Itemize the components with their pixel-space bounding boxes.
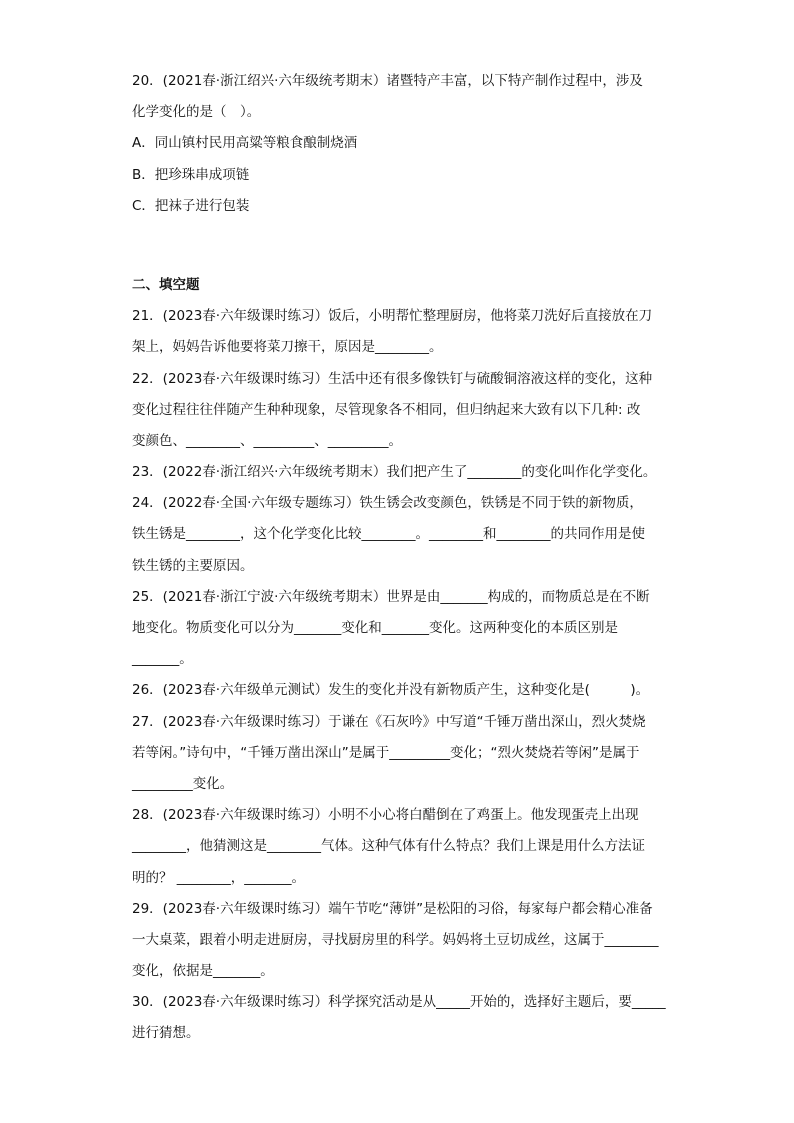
question-26 (132, 675, 664, 706)
question-29-line-3: 变化，依据是_______。 (132, 963, 274, 980)
question-22-line-3: 变颜色、________、_________、_________。 (132, 432, 402, 449)
question-22-line-2: 变化过程往往伴随产生种种现象，尽管现象各不相同，但归纳起来大致有以下几种: 改 (132, 401, 641, 418)
question-29-line-1: 29．(2023春·六年级课时练习）端午节吃“薄饼”是松阳的习俗，每家每户都会精心准备 (132, 900, 653, 917)
question-28-line-3: 明的？ ________，_______。 (132, 869, 306, 886)
question-25-line-1: 25．(2021春·浙江宁波·六年级统考期末）世界是由_______构成的，而物质总是在不断 (132, 588, 650, 605)
question-25-line-2: 地变化。物质变化可以分为_______变化和_______变化。这两种变化的本质区别是 (132, 620, 618, 636)
question-20-line-1: 20．(2021春·浙江绍兴·六年级统考期末）诸暨特产丰富，以下特产制作过程中，涉及 (132, 73, 643, 89)
question-27-line-2: 若等闲。”诗句中，“千锤万凿出深山”是属于_________变化；“烈火焚烧若等闲”是属于 (132, 744, 640, 761)
question-21-line-1: 21．(2023春·六年级课时练习）饭后，小明帮忙整理厨房，他将菜刀洗好后直接放在刀 (132, 308, 653, 325)
question-26-line-1: 26．(2023春·六年级单元测试）发生的变化并没有新物质产生，这种变化是( )。 (132, 682, 650, 699)
question-28-line-2: ________，他猜测这是________气体。这种气体有什么特点？我们上课是用什么方法证 (132, 838, 645, 855)
option-a: A．同山镇村民用高粱等粮食酿制烧酒 (132, 135, 358, 152)
page-content (132, 66, 664, 1050)
question-25 (132, 582, 664, 676)
question-24-line-1: 24．(2022春·全国·六年级专题练习）铁生锈会改变颜色，铁锈是不同于铁的新物质， (132, 495, 643, 512)
question-22-line-1: 22．(2023春·六年级课时练习）生活中还有很多像铁钉与硫酸铜溶液这样的变化，这种 (132, 370, 653, 387)
question-30 (132, 987, 664, 1049)
option-b: B．把珍珠串成项链 (132, 166, 250, 183)
section-heading-fill-in: 二、填空题 (132, 276, 200, 293)
question-21 (132, 301, 664, 363)
question-29-line-2: 一大桌菜，跟着小明走进厨房，寻找厨房里的科学。妈妈将土豆切成丝，这属于________ (132, 931, 659, 948)
question-28-line-1: 28．(2023春·六年级课时练习）小明不小心将白醋倒在了鸡蛋上。他发现蛋壳上出现 (132, 807, 639, 824)
question-24-line-2: 铁生锈是________，这个化学变化比较________。________和________的共同作用是使 (132, 526, 645, 543)
question-27-line-1: 27．(2023春·六年级课时练习）于谦在《石灰吟》中写道“千锤万凿出深山，烈火焚烧 (132, 713, 646, 730)
question-21-line-2: 架上，妈妈告诉他要将菜刀擦干，原因是________。 (132, 339, 443, 356)
question-29 (132, 894, 664, 988)
question-20-line-2: 化学变化的是（ ）。 (132, 104, 261, 121)
question-24-line-3: 铁生锈的主要原因。 (132, 557, 254, 574)
question-25-line-3: _______。 (132, 651, 193, 668)
question-30-line-2: 进行猜想。 (132, 1025, 200, 1042)
question-30-line-1: 30．(2023春·六年级课时练习）科学探究活动是从_____开始的，选择好主题后，要_____ (132, 994, 666, 1011)
question-28 (132, 800, 664, 894)
question-23-line-1: 23．(2022春·浙江绍兴·六年级统考期末）我们把产生了________的变化叫作化学变化。 (132, 464, 657, 481)
section-gap (132, 222, 664, 262)
question-22 (132, 364, 664, 458)
question-23 (132, 457, 664, 488)
question-27-line-3: _________变化。 (132, 775, 234, 792)
question-27 (132, 707, 664, 801)
question-20 (132, 66, 664, 222)
option-c: C．把袜子进行包装 (132, 197, 250, 214)
question-24 (132, 488, 664, 582)
